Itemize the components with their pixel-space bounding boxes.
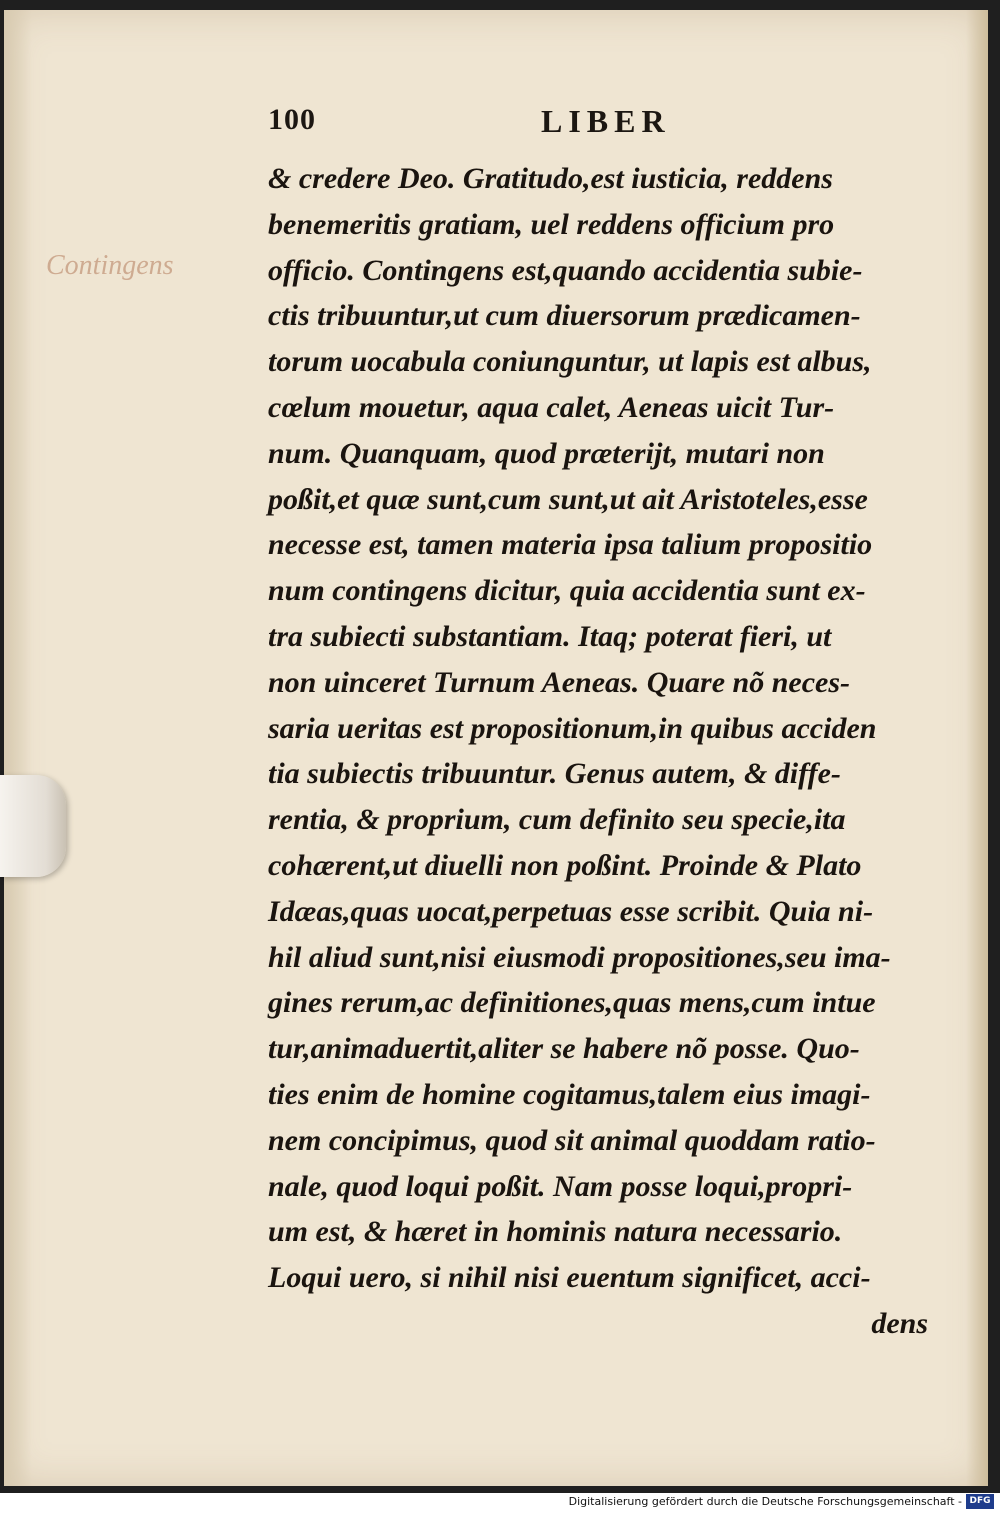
text-line: tra subiecti substantiam. Itaq; poterat fieri, ut: [268, 619, 832, 653]
text-line: um est, & hæret in hominis natura necessario.: [268, 1215, 843, 1249]
text-line: num. Quanquam, quod præterijt, mutari non: [268, 436, 825, 470]
text-line: num contingens dicitur, quia accidentia sunt ex-: [268, 574, 866, 608]
handwritten-marginal-note: Contingens: [46, 250, 174, 281]
text-line: ties enim de homine cogitamus,talem eius imagi-: [268, 1077, 871, 1111]
funding-credit: Digitalisierung gefördert durch die Deutsche Forschungsgemeinschaft -: [568, 1495, 962, 1508]
text-line: hil aliud sunt,nisi eiusmodi propositiones,seu ima-: [268, 940, 891, 974]
text-line: nale, quod loqui poßit. Nam posse loqui,propri-: [268, 1169, 853, 1203]
page-header: [268, 103, 698, 143]
text-line: saria ueritas est propositionum,in quibus acciden: [268, 711, 877, 745]
text-line: rentia, & proprium, cum definito seu specie,ita: [268, 803, 846, 837]
text-line: tur,animaduertit,aliter se habere nõ posse. Quo-: [268, 1032, 860, 1066]
text-line: cohærent,ut diuelli non poßint. Proinde & Plato: [268, 848, 862, 882]
text-line: Loqui uero, si nihil nisi euentum significet, acci-: [268, 1261, 871, 1295]
text-line: & credere Deo. Gratitudo,est iusticia, reddens: [268, 162, 833, 195]
page-number: 100: [268, 103, 316, 136]
dfg-logo: DFG: [966, 1494, 994, 1509]
text-line: officio. Contingens est,quando accidentia subie-: [268, 253, 863, 287]
text-line: nem concipimus, quod sit animal quoddam ratio-: [268, 1123, 876, 1157]
text-line: poßit,et quæ sunt,cum sunt,ut ait Aristoteles,esse: [268, 482, 868, 516]
text-line: non uinceret Turnum Aeneas. Quare nõ neces-: [268, 665, 851, 699]
text-line: gines rerum,ac definitiones,quas mens,cum intue: [268, 986, 876, 1020]
page-edge-shadow: [966, 10, 988, 1486]
text-line: tia subiectis tribuuntur. Genus autem, & diffe-: [268, 757, 841, 791]
text-line: ctis tribuuntur,ut cum diuersorum prædicamen-: [268, 299, 861, 333]
footer: [0, 1493, 1000, 1513]
text-line: torum uocabula coniunguntur, ut lapis est albus,: [268, 345, 872, 379]
text-line: necesse est, tamen materia ipsa talium propositio: [268, 528, 873, 562]
page-clip: [0, 775, 66, 877]
text-line: benemeritis gratiam, uel reddens officium pro: [268, 207, 835, 241]
text-line: cœlum mouetur, aqua calet, Aeneas uicit Tur-: [268, 390, 835, 424]
text-line: Idæas,quas uocat,perpetuas esse scribit. Quia ni-: [268, 894, 874, 928]
catchword: dens: [871, 1306, 928, 1340]
running-title: LIBER: [541, 103, 671, 139]
body-text: [268, 156, 928, 1347]
